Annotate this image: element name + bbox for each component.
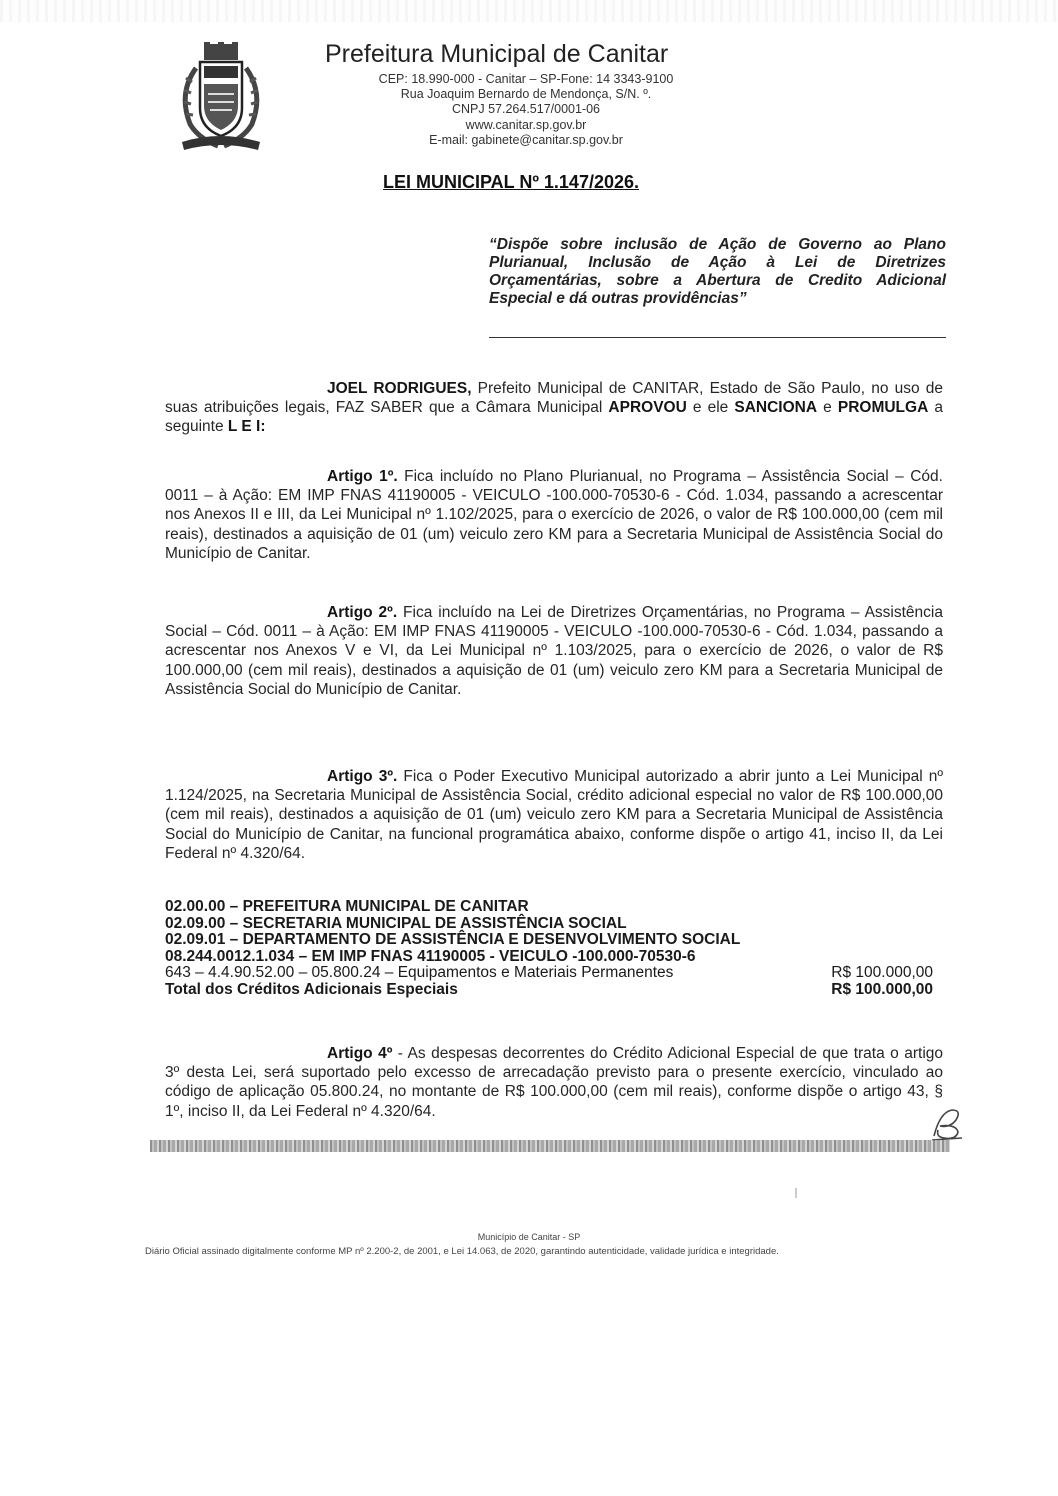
article-3-text: Fica o Poder Executivo Municipal autorizado a abrir junto a Lei Municipal nº 1.124/2025, na Secretaria Municipal de Assistência Social, crédito adicional especial no valor de R$ 100.000,00 (cem mil reais), destinados a aquisição de 01 (um) veiculo zero KM para a Secretaria Municipal de Assistência Social do Município de Canitar, na funcional programática abaixo, conforme dispõe o artigo 41, inciso II, da Lei Federal nº 4.320/64. bbox=[165, 768, 943, 862]
allocation-line: 02.00.00 – PREFEITURA MUNICIPAL DE CANITAR bbox=[165, 898, 529, 915]
intro-text-1: Prefeito Municipal de CANITAR, Estado de São Paulo, no uso de suas atribuições legais, FAZ SABER que a Câmara Municipal bbox=[165, 380, 943, 417]
header-cnpj: CNPJ 57.264.517/0001-06 bbox=[451, 102, 601, 117]
footer-legal-note: Diário Oficial assinado digitalmente conforme MP nº 2.200-2, de 2001, e Lei 14.063, de 2020, garantindo autenticidade, validade jurídica e integridade. bbox=[145, 1246, 779, 1257]
allocation-line: 02.09.01 – DEPARTAMENTO DE ASSISTÊNCIA E DESENVOLVIMENTO SOCIAL bbox=[165, 931, 741, 949]
header-address: Rua Joaquim Bernardo de Mendonça, S/N. º. bbox=[400, 87, 652, 102]
article-3 bbox=[165, 767, 943, 863]
intro-text-3: e bbox=[817, 399, 838, 417]
allocation-item-row bbox=[165, 965, 933, 982]
intro-lei: L E I: bbox=[227, 418, 266, 436]
allocation-line: 02.09.00 – SECRETARIA MUNICIPAL DE ASSISTÊNCIA SOCIAL bbox=[165, 914, 627, 932]
coat-of-arms-icon bbox=[160, 38, 280, 158]
allocation-item-label: 643 – 4.4.90.52.00 – 05.800.24 – Equipamentos e Materiais Permanentes bbox=[165, 964, 674, 982]
allocation-line: 08.244.0012.1.034 – EM IMP FNAS 41190005 - VEICULO -100.000-70530-6 bbox=[165, 947, 696, 965]
allocation-item-value: R$ 100.000,00 bbox=[831, 964, 933, 982]
intro-paragraph bbox=[165, 379, 943, 437]
article-2-label: Artigo 2º. bbox=[327, 604, 398, 621]
article-1-text: Fica incluído no Plano Plurianual, no Programa – Assistência Social – Cód. 0011 – à Ação: EM IMP FNAS 41190005 - VEICULO -100.000-70530-6 - Cód. 1.034, passando a acrescentar nos Anexos II e III, da Lei Municipal nº 1.102/2025, para o exercício de 2026, o valor de R$ 100.000,00 (cem mil reais), destinados a aquisição de 01 (um) veiculo zero KM para a Secretaria Municipal de Assistência Social do Município de Canitar. bbox=[165, 468, 943, 562]
header-website: www.canitar.sp.gov.br bbox=[465, 117, 587, 132]
allocation-total-label: Total dos Créditos Adicionais Especiais bbox=[165, 980, 458, 998]
article-3-label: Artigo 3º. bbox=[327, 768, 398, 785]
article-1 bbox=[165, 467, 943, 563]
scan-artifact-band bbox=[150, 1140, 950, 1152]
footer-municipality: Município de Canitar - SP bbox=[477, 1232, 581, 1242]
law-ementa: “Dispõe sobre inclusão de Ação de Governo ao Plano Plurianual, Inclusão de Ação à Lei de Diretrizes Orçamentárias, sobre a Abertura de Credito Adicional Especial e dá outras providências” bbox=[489, 236, 946, 307]
article-4-label: Artigo 4º bbox=[327, 1045, 393, 1062]
header-contact-block bbox=[325, 72, 727, 148]
article-4 bbox=[165, 1044, 943, 1121]
page-title: Prefeitura Municipal de Canitar bbox=[325, 40, 669, 68]
article-2 bbox=[165, 603, 943, 699]
allocation-total-value: R$ 100.000,00 bbox=[831, 980, 933, 998]
allocation-total-row bbox=[165, 982, 933, 999]
article-4-text: - As despesas decorrentes do Crédito Adicional Especial de que trata o artigo 3º desta Lei, será suportado pelo excesso de arrecadação previsto para o presente exercício, vinculado ao código de aplicação 05.800.24, no montante de R$ 100.000,00 (cem mil reais), conforme dispõe o artigo 43, § 1º, inciso II, da Lei Federal nº 4.320/64. bbox=[165, 1045, 944, 1120]
intro-sanciona: SANCIONA bbox=[734, 399, 818, 417]
article-1-label: Artigo 1º. bbox=[327, 468, 398, 485]
signature-mark-icon bbox=[926, 1102, 968, 1144]
budget-allocation bbox=[165, 899, 933, 999]
intro-text-2: e ele bbox=[686, 399, 735, 417]
header-cep-phone: CEP: 18.990-000 - Canitar – SP-Fone: 14 3343-9100 bbox=[378, 72, 674, 86]
law-title: LEI MUNICIPAL Nº 1.147/2026. bbox=[383, 172, 639, 192]
intro-approved: APROVOU bbox=[608, 399, 687, 417]
scan-speck bbox=[795, 1188, 797, 1198]
scan-noise-top bbox=[0, 0, 1058, 22]
header-email: E-mail: gabinete@canitar.sp.gov.br bbox=[429, 132, 623, 147]
intro-promulga: PROMULGA bbox=[837, 399, 929, 417]
mayor-name: JOEL RODRIGUES, bbox=[327, 380, 472, 397]
article-2-text: Fica incluído na Lei de Diretrizes Orçamentárias, no Programa – Assistência Social – Cód. 0011 – à Ação: EM IMP FNAS 41190005 - VEICULO -100.000-70530-6 - Cód. 1.034, passando a acrescentar nos Anexos V e VI, da Lei Municipal nº 1.103/2025, para o exercício de 2026, o valor de R$ 100.000,00 (cem mil reais), destinados a aquisição de 01 (um) veiculo zero KM para a Secretaria Municipal de Assistência Social do Município de Canitar. bbox=[165, 604, 943, 698]
ementa-underline bbox=[489, 337, 946, 338]
intro-text-4: a seguinte bbox=[165, 399, 943, 436]
